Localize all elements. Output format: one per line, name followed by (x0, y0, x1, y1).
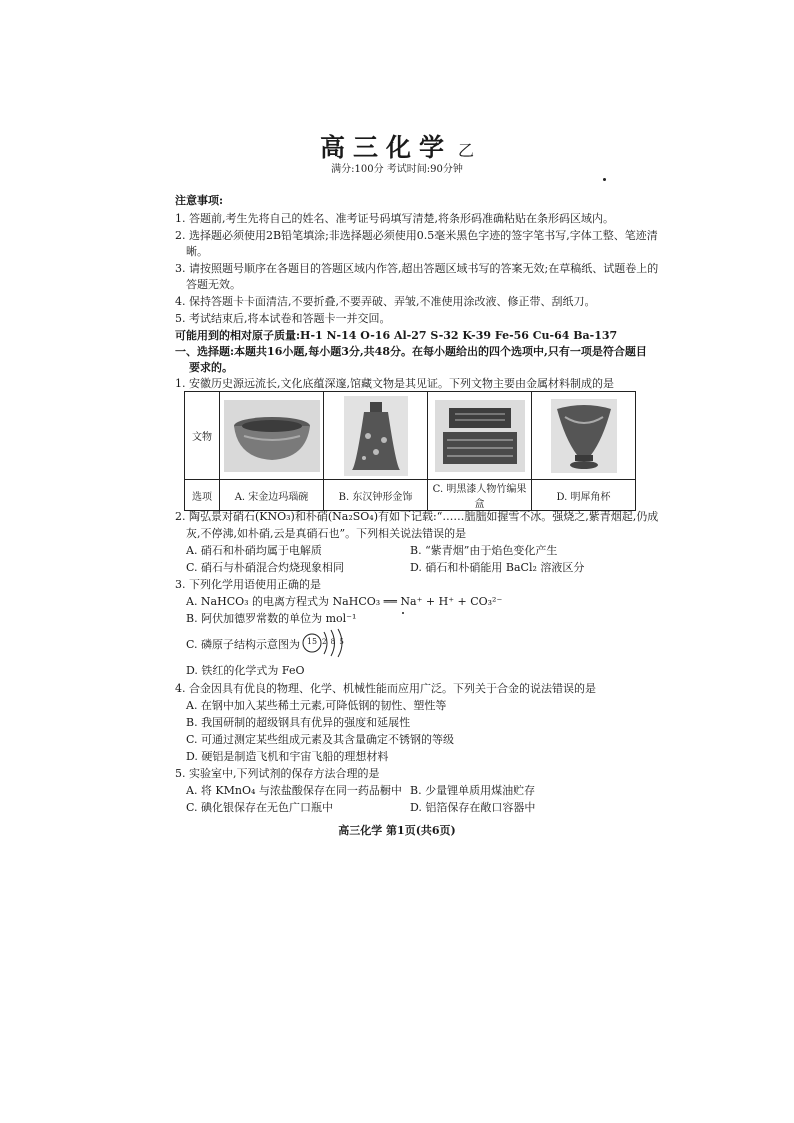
note-item: 2. 选择题必须使用2B铅笔填涂;非选择题必须使用0.5毫米黑色字迹的签字笔书写,字体工整、笔迹清 (175, 229, 658, 242)
q1-option-d: D. 明犀角杯 (532, 480, 636, 511)
scan-speck (402, 612, 404, 614)
q3-option-c: C. 磷原子结构示意图为 (186, 638, 301, 651)
q1-option-c: C. 明黑漆人物竹编果盒 (428, 480, 532, 511)
q4-stem: 4. 合金因具有优良的物理、化学、机械性能而应用广泛。下列关于合金的说法错误的是 (175, 682, 596, 695)
note-item: 4. 保持答题卡卡面清洁,不要折叠,不要弄破、弄皱,不准使用涂改液、修正带、刮纸刀。 (175, 295, 596, 308)
q5-option-b: B. 少量锂单质用煤油贮存 (410, 784, 536, 797)
q4-option-a: A. 在钢中加入某些稀土元素,可降低钢的韧性、塑性等 (186, 699, 447, 712)
relic-image-c (428, 392, 532, 480)
q4-option-d: D. 硬铝是制造飞机和宇宙飞船的理想材料 (186, 750, 389, 763)
notes-heading: 注意事项: (175, 194, 224, 207)
gold-bell-image (344, 396, 408, 476)
q2-option-a: A. 硝石和朴硝均属于电解质 (186, 544, 322, 557)
note-item: 答题无效。 (186, 278, 241, 291)
q2-stem-cont: 灰,不停沸,如朴硝,云是真硝石也”。下列相关说法错误的是 (186, 527, 467, 540)
relic-image-b (324, 392, 428, 480)
note-item: 3. 请按照题号顺序在各题目的答题区域内作答,超出答题区域书写的答案无效;在草稿纸、试题卷上的 (175, 262, 659, 275)
agate-bowl-image (224, 400, 320, 472)
atomic-masses: 可能用到的相对原子质量:H-1 N-14 O-16 Al-27 S-32 K-39 Fe-56 Cu-64 Ba-137 (175, 329, 618, 342)
note-item: 1. 答题前,考生先将自己的姓名、准考证号码填写清楚,将条形码准确粘贴在条形码区域内。 (175, 212, 614, 225)
row-head-relic: 文物 (185, 392, 220, 480)
q4-option-b: B. 我国研制的超级钢具有优异的强度和延展性 (186, 716, 411, 729)
row-head-option: 选项 (185, 480, 220, 511)
title-mark: 乙 (458, 141, 475, 160)
q1-option-a: A. 宋金边玛瑙碗 (220, 480, 324, 511)
q2-option-b: B. “紫青烟”由于焰色变化产生 (410, 544, 558, 557)
title-text: 高三化学 (319, 133, 452, 162)
q1-option-b: B. 东汉钟形金饰 (324, 480, 428, 511)
exam-info: 满分:100分 考试时间:90分钟 (331, 164, 463, 175)
q3-stem: 3. 下列化学用语使用正确的是 (175, 578, 321, 591)
relics-table (184, 391, 636, 511)
page-title (0, 128, 794, 164)
q3-option-d: D. 铁红的化学式为 FeO (186, 664, 305, 677)
phosphorus-structure-diagram (300, 628, 348, 658)
nucleus-charge: 15 (306, 637, 318, 646)
section-heading-cont: 要求的。 (189, 361, 233, 374)
q2-option-c: C. 硝石与朴硝混合灼烧现象相同 (186, 561, 345, 574)
q2-stem: 2. 陶弘景对硝石(KNO₃)和朴硝(Na₂SO₄)有如下记载:“……朏朏如握雪不冰。强烧之,紫青烟起,仍成 (175, 510, 659, 523)
q3-option-a: A. NaHCO₃ 的电离方程式为 NaHCO₃ ══ Na⁺ + H⁺ + CO₃²⁻ (186, 595, 503, 608)
q5-option-d: D. 铝箔保存在敞口容器中 (410, 801, 536, 814)
rhino-horn-cup-image (551, 399, 617, 473)
q3-option-b: B. 阿伏加德罗常数的单位为 mol⁻¹ (186, 612, 357, 625)
relic-image-a (220, 392, 324, 480)
note-item: 晰。 (186, 245, 208, 258)
page-footer: 高三化学 第1页(共6页) (338, 824, 456, 837)
relic-image-d (532, 392, 636, 480)
q2-option-d: D. 硝石和朴硝能用 BaCl₂ 溶液区分 (410, 561, 585, 574)
q1-stem: 1. 安徽历史源远流长,文化底蕴深邃,馆藏文物是其见证。下列文物主要由金属材料制成的是 (175, 377, 614, 390)
electron-shells: 2 8 5 (322, 638, 345, 646)
section-heading: 一、选择题:本题共16小题,每小题3分,共48分。在每小题给出的四个选项中,只有一项是符合题目 (175, 345, 647, 358)
note-item: 5. 考试结束后,将本试卷和答题卡一并交回。 (175, 312, 391, 325)
q5-option-a: A. 将 KMnO₄ 与浓盐酸保存在同一药品橱中 (186, 784, 402, 797)
q5-stem: 5. 实验室中,下列试剂的保存方法合理的是 (175, 767, 380, 780)
scan-speck (603, 178, 606, 181)
lacquer-box-image (435, 400, 525, 472)
q4-option-c: C. 可通过测定某些组成元素及其含量确定不锈钢的等级 (186, 733, 455, 746)
q5-option-c: C. 碘化银保存在无色广口瓶中 (186, 801, 334, 814)
